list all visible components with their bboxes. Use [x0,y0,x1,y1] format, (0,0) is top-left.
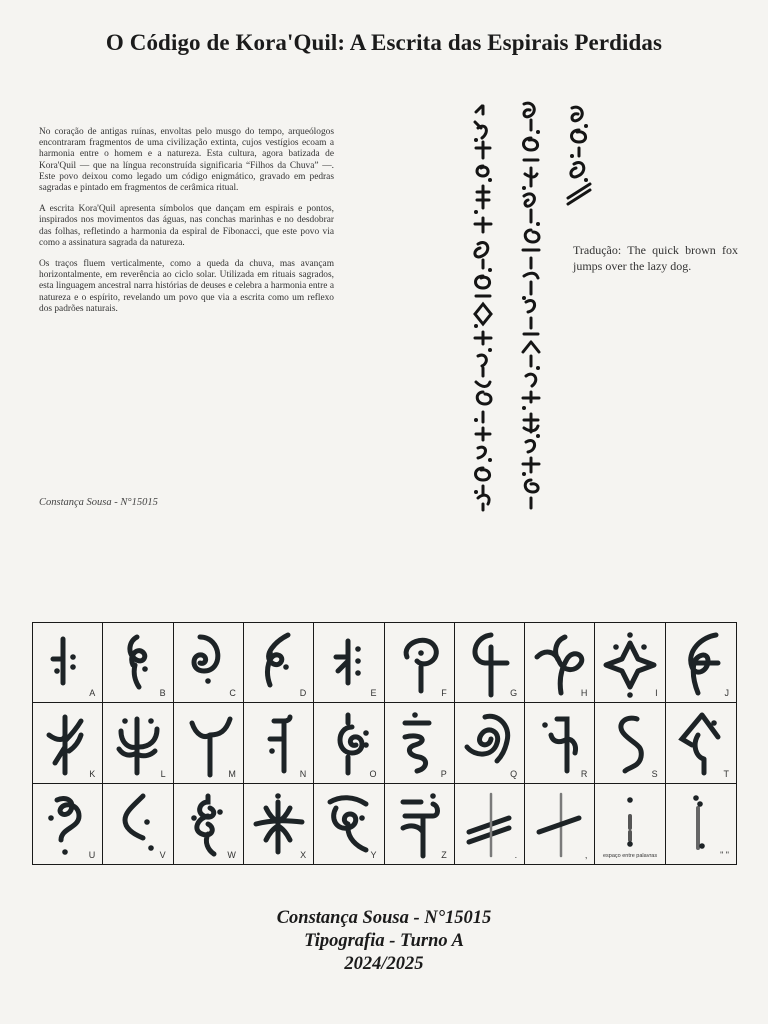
glyph-cell [174,703,244,783]
byline: Constança Sousa - N°15015 [39,497,158,508]
glyph-label: S [651,768,658,779]
translation-text: Tradução: The quick brown fox jumps over the lazy dog. [573,243,738,273]
glyph-i-icon [601,627,659,699]
glyph-label: G [510,688,518,699]
glyph-z-icon [391,788,449,860]
glyph-label: M [228,768,236,779]
glyph-cell [666,784,736,864]
intro-paragraph: No coração de antigas ruínas, envoltas pelo musgo do tempo, arqueólogos encontraram fragmentos de uma civilização extinta, cujos vestígios ecoam a harmonia entre o homem e a natureza. Esta cultura, agora batizada de Kora'Quil — que na língua reconstruída significaria “Filhos da Chuva” —. Este povo deixou como legado um código enigmático, gravado em pedras sagradas e pintado em fragmentos de cerâmica ritual. [39,127,334,194]
glyph-period-icon [461,788,519,860]
glyph-v-icon [109,788,167,860]
glyph-cell [385,784,455,864]
glyph-label: N [299,768,307,779]
glyph-label: A [89,688,96,699]
glyph-label: Z [441,850,447,860]
glyph-cell [103,703,173,783]
glyph-cell [103,784,173,864]
glyph-label: L [160,768,166,779]
glyph-cell [385,703,455,783]
glyph-label: H [580,688,588,699]
glyph-cell [595,784,665,864]
footer-author: Constança Sousa - N°15015 [276,908,492,928]
glyph-j-icon [672,627,730,699]
glyph-cell [244,623,314,703]
glyph-cell [174,784,244,864]
glyph-cell [666,623,736,703]
glyph-label: W [227,850,236,860]
glyph-label: " " [720,850,729,860]
glyph-label: , [584,850,588,860]
glyph-cell [244,703,314,783]
glyph-cell [33,623,103,703]
script-column-2-icon [514,98,548,514]
intro-text [39,127,334,325]
glyph-label: B [159,688,166,699]
glyph-cell [525,703,595,783]
glyph-t-icon [672,707,730,779]
alphabet-table [32,622,737,865]
glyph-label: Q [510,768,518,779]
page-title: O Código de Kora'Quil: A Escrita das Espirais Perdidas [105,30,663,55]
glyph-label: U [88,850,96,860]
glyph-cell [525,784,595,864]
glyph-label: J [724,688,729,699]
glyph-label: F [441,688,447,699]
glyph-u-icon [39,788,97,860]
glyph-w-icon [180,788,238,860]
glyph-e-icon [320,627,378,699]
glyph-quotes-icon [672,788,730,860]
glyph-cell [33,703,103,783]
glyph-label: V [159,850,166,860]
glyph-cell [455,623,525,703]
glyph-l-icon [109,707,167,779]
glyph-cell [314,623,384,703]
glyph-cell [455,784,525,864]
glyph-f-icon [391,627,449,699]
glyph-label: X [300,850,307,860]
glyph-label: I [655,688,658,699]
glyph-label: R [580,768,588,779]
glyph-space-icon [601,788,659,860]
intro-paragraph: A escrita Kora'Quil apresenta símbolos que dançam em espirais e pontos, inspirados nos movimentos das águas, nas conchas marinhas e no desdobrar das folhas, refletindo a harmonia da espiral de Fibonacci, que este povo via como a assinatura sagrada da natureza. [39,204,334,248]
glyph-y-icon [320,788,378,860]
glyph-label: O [369,768,377,779]
glyph-cell [314,784,384,864]
glyph-label: . [514,850,518,860]
glyph-cell [455,703,525,783]
footer-year: 2024/2025 [344,954,424,974]
intro-paragraph: Os traços fluem verticalmente, como a queda da chuva, mas avançam horizontalmente, em reverência ao ciclo solar. Utilizada em rituais sagrados, esta linguagem ancestral narra histórias de deuses e celebra a harmonia entre a natureza e o espírito, revelando um povo que via a escrita como um reflexo dos padrões naturais. [39,259,334,314]
footer-credits [0,907,768,976]
glyph-label: K [89,768,96,779]
glyph-x-icon [250,788,308,860]
glyph-cell [174,623,244,703]
glyph-comma-icon [531,788,589,860]
glyph-cell [525,623,595,703]
glyph-cell [33,784,103,864]
glyph-label: D [299,688,307,699]
glyph-cell [244,784,314,864]
script-column-1-icon [466,100,500,512]
glyph-label: E [370,688,377,699]
glyph-label: espaço entre palavras [602,853,658,859]
glyph-label: Y [370,850,377,860]
glyph-cell [385,623,455,703]
glyph-cell [103,623,173,703]
glyph-cell [314,703,384,783]
glyph-label: C [229,688,236,699]
script-column-3-icon [562,100,596,210]
glyph-cell [666,703,736,783]
glyph-label: P [440,768,447,779]
glyph-label: T [723,768,729,779]
glyph-cell [595,703,665,783]
glyph-cell [595,623,665,703]
footer-course: Tipografia - Turno A [304,931,464,951]
